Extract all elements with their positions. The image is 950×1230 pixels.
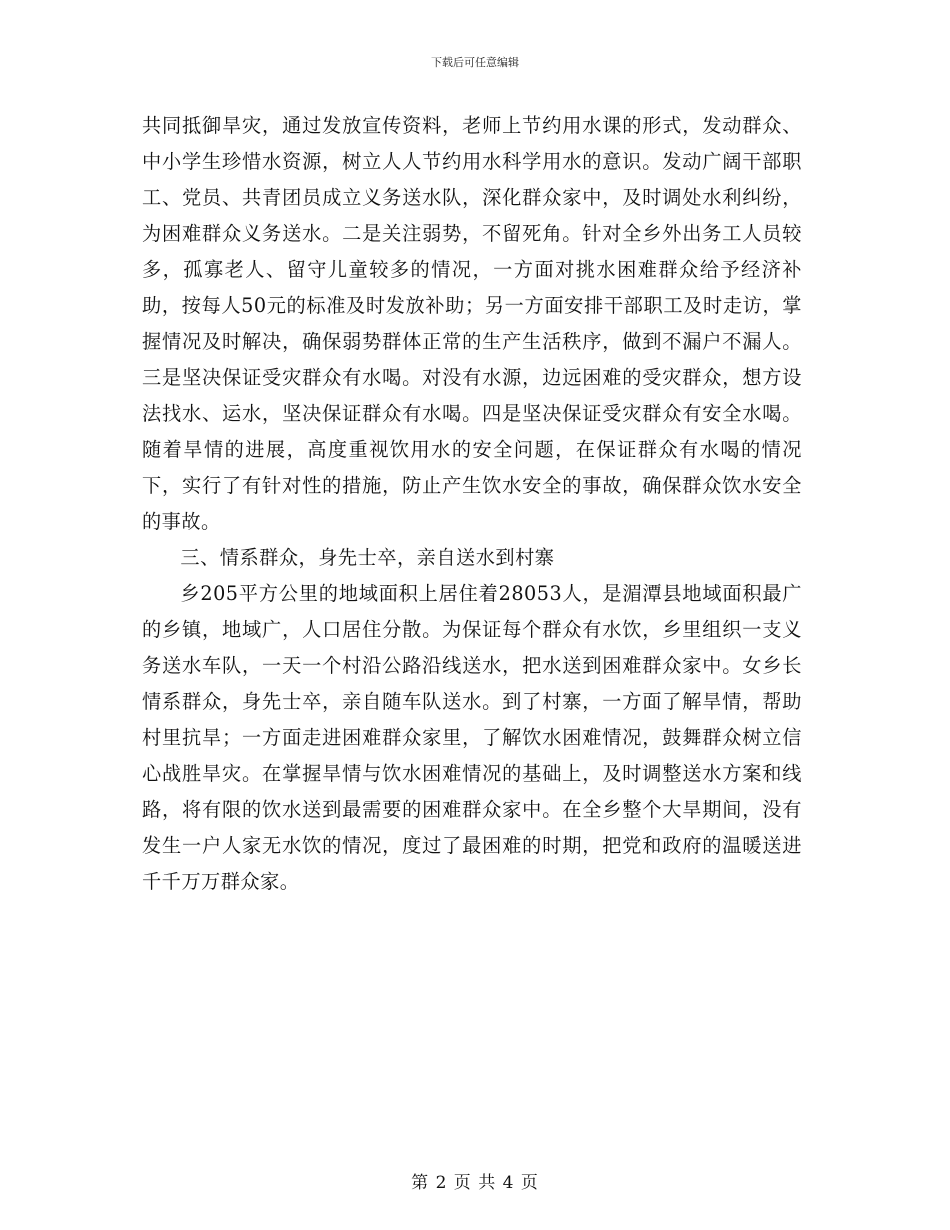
paragraph-section-three: 乡205平方公里的地域面积上居住着28053人，是湄潭县地域面积最广的乡镇，地域广，人口居住分散。为保证每个群众有水饮，乡里组织一支义务送水车队，一天一个村沿公路沿线送水，把水送到困难群众家中。女乡长情系群众，身先士卒，亲自随车队送水。到了村寨，一方面了解旱情，帮助村里抗旱；一方面走进困难群众家里，了解饮水困难情况，鼓舞群众树立信心战胜旱灾。在掌握旱情与饮水困难情况的基础上，及时调整送水方案和线路，将有限的饮水送到最需要的困难群众家中。在全乡整个大旱期间，没有发生一户人家无水饮的情况，度过了最困难的时期，把党和政府的温暖送进千千万万群众家。 [142, 582, 802, 893]
page-header: 下载后可任意编辑 [431, 56, 519, 69]
section-heading: 三、情系群众，身先士卒，亲自送水到村寨 [180, 546, 555, 569]
paragraph-continuation: 共同抵御旱灾，通过发放宣传资料，老师上节约用水课的形式，发动群众、中小学生珍惜水资源，树立人人节约用水科学用水的意识。发动广阔干部职工、党员、共青团员成立义务送水队，深化群众家中，及时调处水利纠纷，为困难群众义务送水。二是关注弱势，不留死角。针对全乡外出务工人员较多，孤寡老人、留守儿童较多的情况，一方面对挑水困难群众给予经济补助，按每人50元的标准及时发放补助；另一方面安排干部职工及时走访，掌握情况及时解决，确保弱势群体正常的生产生活秩序，做到不漏户不漏人。三是坚决保证受灾群众有水喝。对没有水源，边远困难的受灾群众，想方设法找水、运水，坚决保证群众有水喝。四是坚决保证受灾群众有安全水喝。随着旱情的进展，高度重视饮用水的安全问题，在保证群众有水喝的情况下，实行了有针对性的措施，防止产生饮水安全的事故，确保群众饮水安全的事故。 [142, 114, 802, 533]
document-body [142, 108, 802, 900]
page-number: 第 2 页 共 4 页 [411, 1173, 539, 1193]
